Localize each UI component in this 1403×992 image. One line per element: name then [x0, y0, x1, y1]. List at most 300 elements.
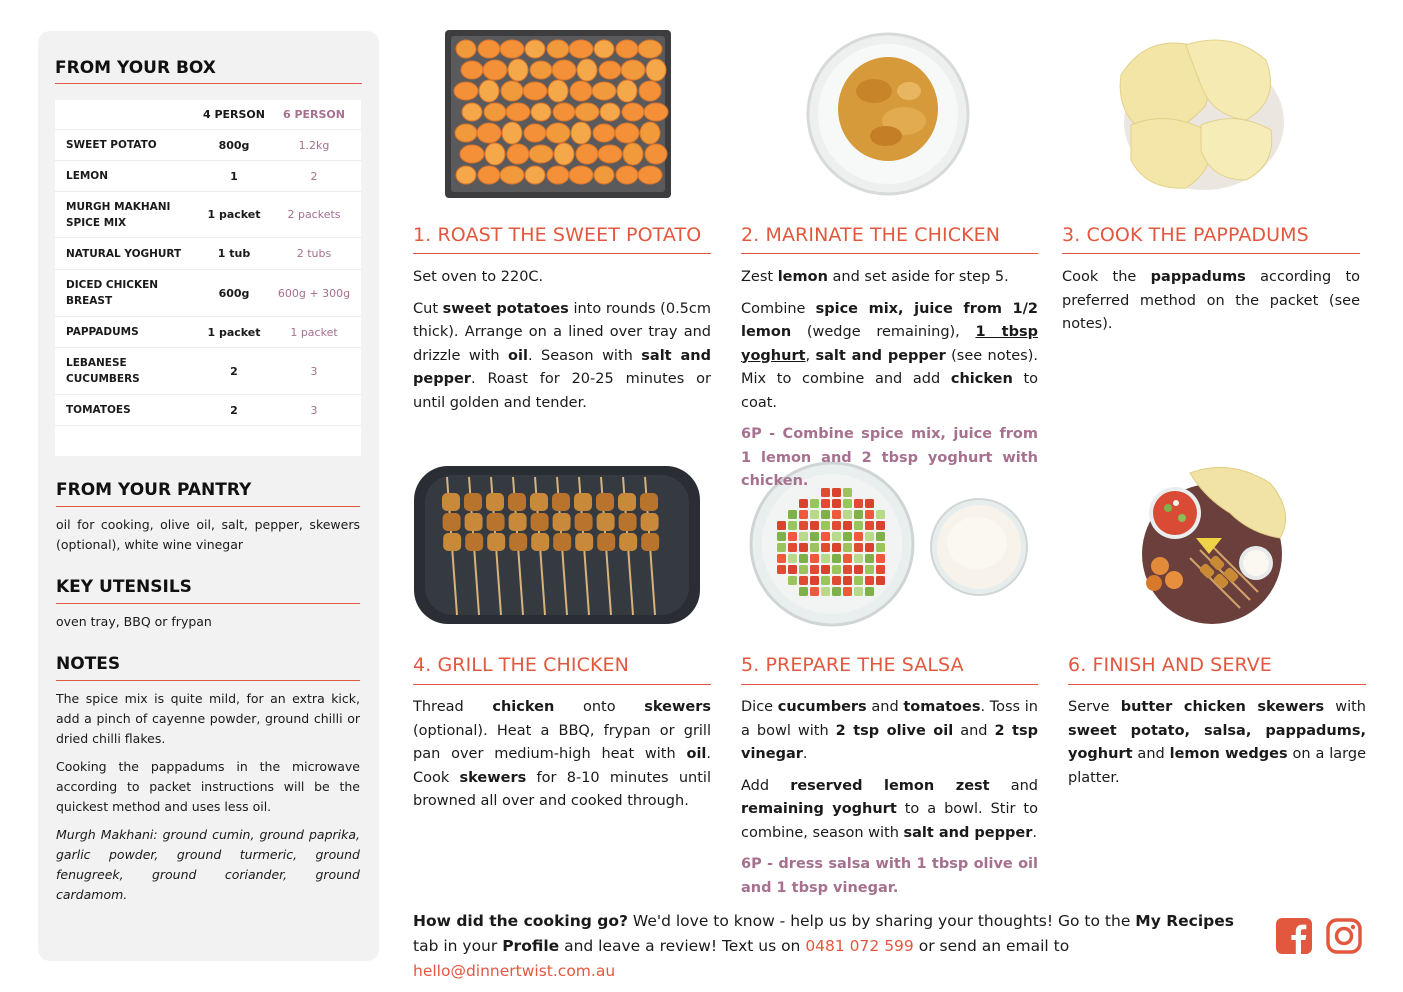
body-text: Add [741, 777, 791, 794]
sweet-potato-slice [523, 82, 547, 100]
chicken-piece [619, 513, 637, 531]
salsa-piece [832, 565, 841, 574]
emphasis-text: cucumbers [777, 699, 867, 715]
divider [56, 506, 360, 507]
salsa-piece [843, 543, 852, 552]
ingredient-name: NATURAL YOGHURT [66, 247, 182, 260]
salsa-piece [788, 521, 797, 530]
note-paragraph: The spice mix is quite mild, for an extra kick, add a pinch of cayenne powder, ground chilli or dried chilli flakes. [56, 691, 360, 746]
sweet-potato-slice [616, 40, 638, 58]
salsa-piece [865, 532, 874, 541]
body-text: (wedge remaining), [791, 324, 976, 340]
sweet-potato-slice [600, 103, 620, 121]
emphasis-text: tomatoes [903, 699, 981, 715]
table-row [55, 395, 361, 426]
ingredient-name: TOMATOES [66, 404, 131, 416]
table-header-row [55, 100, 361, 130]
salsa-piece [854, 532, 863, 541]
emphasis-text: sweet potato, salsa, pappadums, yoghurt [1068, 722, 1366, 762]
emphasis-text: butter chicken skewers [1120, 699, 1325, 715]
salsa-piece [832, 521, 841, 530]
step-1-title: 1. ROAST THE SWEET POTATO [413, 224, 702, 246]
marinated-chicken-image [804, 31, 972, 197]
chicken-piece [597, 533, 615, 551]
salsa-piece [876, 576, 885, 585]
emphasis-text: pappadums [1150, 269, 1246, 285]
instagram-icon[interactable] [1326, 918, 1362, 954]
sweet-potato-slice [571, 122, 591, 144]
sweet-potato-slice [477, 123, 501, 143]
chicken-skewers-image [413, 465, 701, 625]
sweet-potato-slice [638, 40, 662, 58]
sweet-potato-slice [569, 166, 593, 184]
salsa-piece [821, 576, 830, 585]
chicken-piece [553, 513, 571, 531]
table-row [55, 270, 361, 317]
chicken-piece [443, 533, 461, 551]
salsa-piece [865, 565, 874, 574]
salsa-piece [832, 587, 841, 596]
chicken-piece [487, 513, 505, 531]
sweet-potato-slice [485, 143, 505, 165]
body-text: . [1032, 824, 1037, 841]
sweet-potato-slice [593, 124, 615, 142]
salsa-piece [821, 510, 830, 519]
salsa-piece [788, 543, 797, 552]
salsa-piece [843, 576, 852, 585]
salsa-piece [854, 587, 863, 596]
sweet-potato-slice [462, 103, 482, 121]
salsa-piece [788, 565, 797, 574]
sweet-potato-slice [594, 40, 614, 58]
ingredient-qty-6p: 3 [310, 364, 318, 378]
body-text: (optional). Heat a BBQ, frypan or grill pan over medium-high heat with [413, 722, 711, 762]
salsa-piece [876, 565, 885, 574]
step-2-paragraph [741, 298, 1038, 416]
ingredient-name: PAPPADUMS [66, 326, 139, 338]
sweet-potato-slice [569, 40, 593, 58]
salsa-piece [777, 554, 786, 563]
divider [1068, 684, 1366, 685]
emphasis-text: oil [508, 347, 528, 364]
chicken-piece [530, 493, 548, 511]
ingredient-qty-6p: 600g + 300g [277, 286, 351, 300]
salsa-piece [810, 565, 819, 574]
salsa-piece [788, 510, 797, 519]
body-text: Dice [741, 699, 778, 715]
chicken-piece [641, 513, 659, 531]
email-link[interactable]: hello@dinnertwist.com.au [413, 962, 616, 980]
salsa-piece [876, 532, 885, 541]
chicken-piece [465, 533, 483, 551]
chicken-piece [574, 493, 592, 511]
step-6-title: 6. FINISH AND SERVE [1068, 654, 1272, 676]
ingredient-name: SWEET POTATO [66, 139, 157, 151]
step-6-body [1068, 696, 1366, 798]
salsa-piece [799, 521, 808, 530]
ingredient-qty-4p: 1 tub [217, 247, 251, 260]
body-text: and [953, 722, 995, 739]
sweet-potato-slice [547, 40, 569, 58]
ingredient-qty-6p: 2 [310, 169, 318, 183]
salsa-piece [832, 510, 841, 519]
table-row [55, 192, 361, 238]
feedback-footer [413, 909, 1263, 984]
ingredient-name: DICED CHICKEN BREAST [66, 279, 159, 307]
chicken-piece [618, 493, 636, 511]
divider [56, 680, 360, 681]
body-text: and [866, 699, 904, 715]
salsa-piece [810, 554, 819, 563]
ingredient-qty-6p: 3 [310, 403, 318, 417]
chicken-piece [464, 493, 482, 511]
sweet-potato-slice [615, 123, 639, 143]
chicken-piece [641, 533, 659, 551]
step-3-paragraph [1062, 266, 1360, 337]
sweet-potato-slice [478, 166, 500, 184]
step-5-body [741, 696, 1038, 908]
notes-text [56, 689, 360, 913]
chicken-piece [486, 493, 504, 511]
ingredient-qty-6p: 1.2kg [298, 138, 330, 152]
salsa-piece [832, 576, 841, 585]
ingredients-table [55, 100, 361, 456]
table-header-cell: 4 PERSON [202, 108, 265, 121]
ingredient-qty-4p: 600g [218, 286, 250, 300]
sweet-potato-slice [502, 122, 522, 144]
chicken-piece [640, 493, 658, 511]
pantry-title: FROM YOUR PANTRY [56, 480, 252, 500]
table-row [55, 317, 361, 348]
salsa-piece [832, 554, 841, 563]
sweet-potato-slice [531, 103, 551, 121]
sweet-potato-slice [621, 60, 645, 80]
salsa-piece [843, 587, 852, 596]
salsa-piece [865, 543, 874, 552]
sweet-potato-slice [506, 103, 530, 121]
chicken-piece [509, 533, 527, 551]
chicken-piece [443, 513, 461, 531]
body-text: and set aside for step 5. [827, 269, 1009, 285]
emphasis-text: lemon [777, 269, 828, 285]
six-person-note: 6P - Combine spice mix, juice from 1 lemon and 2 tbsp yoghurt with chicken. [741, 426, 1038, 489]
body-text: according to preferred method on the packet (see notes). [1062, 269, 1360, 332]
body-text: . Roast for 20-25 minutes or until golden and tender. [413, 371, 711, 411]
chicken-piece [487, 533, 505, 551]
salsa-piece [821, 521, 830, 530]
emphasis-text: oil [686, 746, 707, 762]
divider [55, 83, 362, 84]
body-text: Cut [413, 300, 443, 317]
body-text: with [1324, 699, 1366, 715]
footer-text: and leave a review! Text us on [559, 937, 806, 955]
step-2-title: 2. MARINATE THE CHICKEN [741, 224, 1001, 246]
sweet-potato-slice [548, 80, 568, 102]
salsa-piece [821, 543, 830, 552]
step-4-body [413, 696, 711, 822]
sweet-potato-tray-image [444, 29, 672, 199]
salsa-piece [799, 565, 808, 574]
salsa-piece [799, 554, 808, 563]
ingredient-qty-6p: 2 packets [287, 208, 341, 221]
sweet-potato-slice [547, 166, 569, 184]
body-text: to a bowl. Stir to combine, season with [741, 801, 1038, 841]
emphasis-text: salt and pepper [903, 824, 1033, 841]
salsa-piece [810, 532, 819, 541]
chicken-piece [531, 533, 549, 551]
sweet-potato-slice [594, 166, 614, 184]
body-text: Cook the [1062, 269, 1151, 285]
body-text: and [989, 777, 1038, 794]
salsa-piece [854, 554, 863, 563]
salsa-piece [799, 532, 808, 541]
salsa-piece [876, 521, 885, 530]
sweet-potato-slice [599, 61, 621, 79]
pantry-text: oil for cooking, olive oil, salt, pepper, skewers (optional), white wine vinegar [56, 517, 360, 552]
step-2-paragraph [741, 266, 1038, 290]
step-3-body [1062, 266, 1360, 345]
sweet-potato-slice [575, 103, 599, 121]
utensils-title: KEY UTENSILS [56, 577, 192, 597]
emphasis-text: chicken [492, 699, 555, 715]
salsa-piece [865, 554, 874, 563]
my-recipes-link[interactable]: My Recipes [1135, 912, 1234, 930]
salsa-piece [777, 521, 786, 530]
sweet-potato-slice [479, 80, 499, 102]
emphasis-text: salt and pepper [815, 347, 946, 364]
emphasis-text: salt and pepper [413, 347, 711, 387]
body-text: . Toss in a bowl with [741, 699, 1038, 739]
note-paragraph: Cooking the pappadums in the microwave according to packet instructions will be the quickest method and uses less oil. [56, 759, 360, 814]
step-1-paragraph [413, 298, 711, 416]
notes-title: NOTES [56, 654, 121, 674]
salsa-piece [788, 532, 797, 541]
sweet-potato-slice [454, 82, 478, 100]
chicken-piece [509, 513, 527, 531]
step-5-paragraph [741, 696, 1038, 767]
salsa-piece [865, 510, 874, 519]
body-text: . [802, 746, 808, 762]
chicken-piece [508, 493, 526, 511]
step-5-paragraph [741, 775, 1038, 846]
chicken-piece [465, 513, 483, 531]
divider [741, 684, 1038, 685]
emphasis-text: chicken [950, 371, 1013, 387]
table-row [55, 130, 361, 161]
salsa-piece [876, 510, 885, 519]
salsa-piece [843, 510, 852, 519]
sweet-potato-slice [483, 60, 507, 80]
salsa-piece [799, 543, 808, 552]
salsa-piece [854, 510, 863, 519]
sweet-potato-slice [639, 81, 661, 101]
emphasis-text: 1 tbsp yoghurt [741, 324, 1038, 364]
step-4-title: 4. GRILL THE CHICKEN [413, 654, 629, 676]
salsa-piece [854, 521, 863, 530]
sweet-potato-slice [616, 166, 638, 184]
ingredient-qty-6p: 1 packet [290, 325, 338, 339]
emphasis-text: remaining yoghurt [741, 801, 897, 817]
divider [1062, 253, 1360, 254]
table-row [55, 348, 361, 395]
body-text: . Cook [413, 746, 711, 786]
salsa-piece [777, 565, 786, 574]
step-1-paragraph: Set oven to 220C. [413, 269, 544, 285]
sweet-potato-slice [456, 166, 476, 184]
divider [413, 684, 711, 685]
sweet-potato-slice [524, 124, 546, 142]
salsa-piece [821, 565, 830, 574]
salsa-piece [799, 576, 808, 585]
sweet-potato-slice [525, 166, 545, 184]
sweet-potato-slice [576, 144, 598, 164]
salsa-piece [865, 587, 874, 596]
ingredient-qty-4p: 2 [230, 364, 238, 378]
utensils-text: oven tray, BBQ or frypan [56, 614, 212, 629]
sweet-potato-slice [507, 144, 529, 164]
salsa-piece [854, 576, 863, 585]
body-text: on a large platter. [1068, 746, 1366, 786]
body-text: Zest [741, 269, 778, 285]
sweet-potato-slice [529, 145, 553, 163]
body-text: Thread [413, 699, 493, 715]
sweet-potato-slice [644, 103, 668, 121]
body-text: . Season with [527, 347, 642, 364]
salsa-piece [843, 532, 852, 541]
salsa-piece [865, 521, 874, 530]
step-6-paragraph [1068, 696, 1366, 790]
chicken-piece [552, 493, 570, 511]
footer-text: tab in your [413, 937, 503, 955]
sidebar-panel [38, 31, 379, 961]
salsa-piece [854, 543, 863, 552]
salsa-piece [799, 510, 808, 519]
ingredient-qty-4p: 800g [218, 138, 250, 152]
profile-link[interactable]: Profile [502, 937, 560, 955]
body-text: (see notes). Mix to combine and add [741, 347, 1039, 387]
sweet-potato-slice [577, 59, 597, 81]
body-text: Serve [1068, 699, 1121, 715]
ingredient-qty-4p: 1 [230, 169, 238, 183]
salsa-piece [788, 576, 797, 585]
sweet-potato-slice [638, 166, 662, 184]
salsa-piece [810, 543, 819, 552]
salsa-piece [843, 521, 852, 530]
salsa-piece [876, 543, 885, 552]
emphasis-text: 2 tsp olive oil [835, 722, 954, 739]
table-row [55, 161, 361, 192]
sweet-potato-slice [500, 166, 524, 184]
sweet-potato-slice [570, 81, 592, 101]
facebook-icon[interactable] [1276, 918, 1312, 954]
emphasis-text: sweet potatoes [442, 300, 569, 317]
sweet-potato-slice [617, 80, 637, 102]
step-3-title: 3. COOK THE PAPPADUMS [1062, 224, 1309, 246]
pappadums-image [1106, 30, 1290, 194]
ingredient-qty-4p: 1 packet [207, 208, 261, 221]
salsa-piece [777, 532, 786, 541]
salsa-piece [832, 543, 841, 552]
salsa-piece [854, 565, 863, 574]
salsa-piece [865, 576, 874, 585]
sweet-potato-slice [622, 103, 644, 121]
six-person-note: 6P - dress salsa with 1 tbsp olive oil and 1 tbsp vinegar. [741, 856, 1038, 896]
chicken-piece [619, 533, 637, 551]
sweet-potato-slice [478, 40, 500, 58]
sweet-potato-slice [456, 40, 476, 58]
salsa-piece [810, 587, 819, 596]
salsa-piece [788, 554, 797, 563]
sweet-potato-slice [645, 144, 667, 164]
sweet-potato-slice [455, 124, 477, 142]
body-text: for 8-10 minutes until browned all over and cooked through. [413, 769, 711, 809]
step-1-body [413, 266, 711, 423]
chicken-piece [553, 533, 571, 551]
salsa-piece [799, 587, 808, 596]
emphasis-text: skewers [459, 769, 527, 786]
emphasis-text: 2 tsp vinegar [741, 722, 1038, 762]
sweet-potato-slice [554, 143, 574, 165]
salsa-piece [810, 576, 819, 585]
table-row [55, 238, 361, 270]
body-text: to coat. [741, 371, 1038, 411]
salsa-piece [821, 587, 830, 596]
serving-platter-image [1130, 458, 1300, 626]
body-text: and [1132, 746, 1170, 762]
sweet-potato-slice [623, 143, 643, 165]
note-paragraph: Murgh Makhani: ground cumin, ground paprika, garlic powder, ground turmeric, ground fenugreek, ground coriander, ground cardamom. [56, 827, 360, 902]
footer-text: We'd love to know - help us by sharing your thoughts! Go to the [627, 912, 1136, 930]
emphasis-text: skewers [644, 699, 712, 715]
sweet-potato-slice [500, 40, 524, 58]
step-5-title: 5. PREPARE THE SALSA [741, 654, 964, 676]
sweet-potato-slice [598, 145, 622, 163]
chicken-piece [597, 513, 615, 531]
salsa-piece [821, 554, 830, 563]
chicken-piece [575, 533, 593, 551]
sweet-potato-slice [553, 103, 575, 121]
emphasis-text: reserved lemon zest [790, 777, 990, 794]
table-header-cell: 6 PERSON [282, 108, 345, 121]
salsa-piece [876, 554, 885, 563]
sweet-potato-slice [530, 61, 552, 79]
emphasis-text: lemon wedges [1169, 746, 1288, 762]
salsa-piece [832, 532, 841, 541]
emphasis-text: spice mix, juice from 1/2 lemon [741, 300, 1038, 340]
chicken-piece [596, 493, 614, 511]
salsa-piece [821, 532, 830, 541]
from-your-box-title: FROM YOUR BOX [55, 58, 216, 78]
sweet-potato-slice [484, 103, 506, 121]
sweet-potato-slice [525, 40, 545, 58]
salsa-piece [843, 565, 852, 574]
body-text: , [805, 347, 816, 364]
divider [741, 253, 1038, 254]
body-text: Combine [741, 300, 816, 317]
phone-link[interactable]: 0481 072 599 [805, 937, 914, 955]
step-2-body [741, 266, 1038, 502]
sweet-potato-slice [508, 59, 528, 81]
step-4-paragraph [413, 696, 711, 814]
body-text: into rounds (0.5cm thick). Arrange on a lined over tray and drizzle with [413, 300, 711, 364]
salsa-piece [777, 543, 786, 552]
body-text: onto [554, 699, 645, 715]
sweet-potato-slice [592, 82, 616, 100]
ingredient-name: LEMON [66, 170, 109, 182]
divider [413, 253, 711, 254]
salsa-piece [810, 510, 819, 519]
sweet-potato-slice [461, 61, 483, 79]
